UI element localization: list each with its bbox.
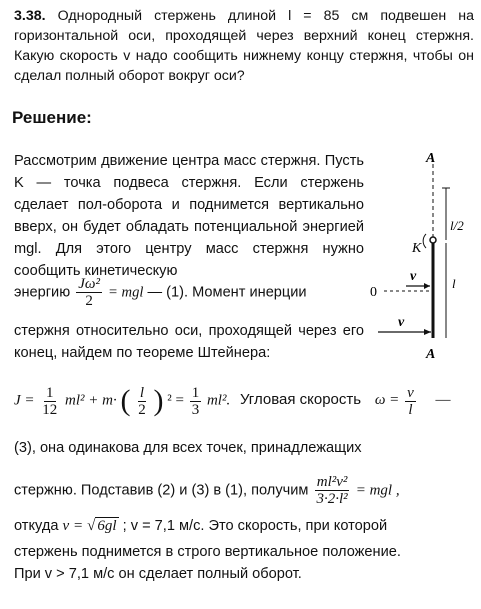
line-4-rhs: = mgl , [355, 482, 400, 499]
energy-rhs: = mgl [108, 284, 144, 301]
J-term-3: ml². [206, 392, 231, 409]
J-term-2: ² = [167, 392, 184, 409]
line-5-a: откуда [14, 518, 59, 534]
left-paren: ( [120, 384, 131, 417]
line-6: стержень поднимется в строго вертикальное положение. [14, 544, 401, 560]
f1-den: 12 [42, 401, 58, 418]
label-A-bottom: A [426, 347, 436, 362]
line-4-den: 3·2·l² [316, 491, 348, 507]
sqrt-content: 6gl [97, 518, 117, 534]
f1-num: 1 [46, 384, 54, 401]
line-4 [14, 474, 400, 507]
w-den: l [408, 401, 413, 418]
sqrt-sign: √ [87, 518, 96, 534]
line-5-b: v = [62, 518, 84, 534]
problem-statement [14, 6, 474, 86]
f3-den: 3 [191, 401, 200, 418]
f2-num: l [139, 384, 145, 401]
label-O: 0 [370, 285, 377, 300]
line-5 [14, 518, 387, 535]
solution-paragraph-2: стержня относительно оси, проходящей через его конец, найдем по теореме Штейнера: [14, 323, 364, 361]
line-4-fraction [314, 474, 349, 507]
line-4-num: ml²v² [316, 474, 348, 490]
line-5-c: ; v = 7,1 м/с. Это скорость, при которой [122, 518, 388, 534]
line-3: (3), она одинакова для всех точек, принадлежащих [14, 440, 362, 456]
velocity-arrow-bottom-head [424, 329, 431, 335]
pivot-point [430, 237, 436, 243]
energy-denominator: 2 [85, 293, 93, 309]
label-l: l [452, 276, 456, 291]
fraction-1-3 [190, 385, 202, 418]
formula-J-line [14, 384, 450, 418]
right-paren: ) [153, 384, 164, 417]
fraction-l-2 [136, 385, 148, 418]
J-term-1: ml² + m· [65, 392, 117, 409]
f3-num: 1 [191, 384, 200, 401]
formula-dash: — [435, 392, 451, 409]
rod-diagram [360, 148, 475, 368]
w-num: v [407, 384, 414, 401]
energy-prefix: энергию [14, 284, 71, 301]
problem-text: Однородный стержень длиной l = 85 см подвешен на горизонтальной оси, проходящей через верхний конец стержня. Какую скорость v надо сообщить нижнему концу стержня, чтобы он сделал полный оборот вокруг оси? [14, 8, 474, 84]
f2-den: 2 [138, 401, 146, 418]
line-4-text: стержню. Подставив (2) и (3) в (1), получим [14, 482, 309, 499]
omega-lhs: ω = [374, 392, 400, 409]
line-7: При v > 7,1 м/с он сделает полный оборот. [14, 566, 302, 582]
label-v-bottom: v [398, 315, 405, 330]
solution-paragraph-1: Рассмотрим движение центра масс стержня. Пусть K — точка подвеса стержня. Если стержень сделает пол-оборота и поднимется вертикально вверх, он будет обладать потенциальной энергией mgl. Для этого центру масс стержня нужно сообщить кинетическую [14, 153, 364, 279]
label-K: K [412, 241, 422, 256]
velocity-arrow-center-head [424, 283, 430, 289]
rotation-arc [423, 234, 426, 248]
label-l2: l/2 [450, 218, 464, 233]
fraction-1-12 [40, 385, 59, 418]
solution-heading: Решение: [12, 108, 92, 127]
label-v-center: v [410, 269, 417, 284]
angular-velocity-text: Угловая скорость [239, 391, 362, 409]
problem-number: 3.38. [14, 8, 46, 24]
label-A-top: A [426, 151, 436, 166]
energy-fraction [76, 276, 102, 309]
energy-numerator: Jω² [78, 276, 100, 292]
fraction-v-l [405, 385, 416, 418]
energy-line [14, 276, 307, 309]
J-lhs: J = [14, 392, 35, 409]
energy-suffix: — (1). Момент инерции [147, 284, 307, 301]
